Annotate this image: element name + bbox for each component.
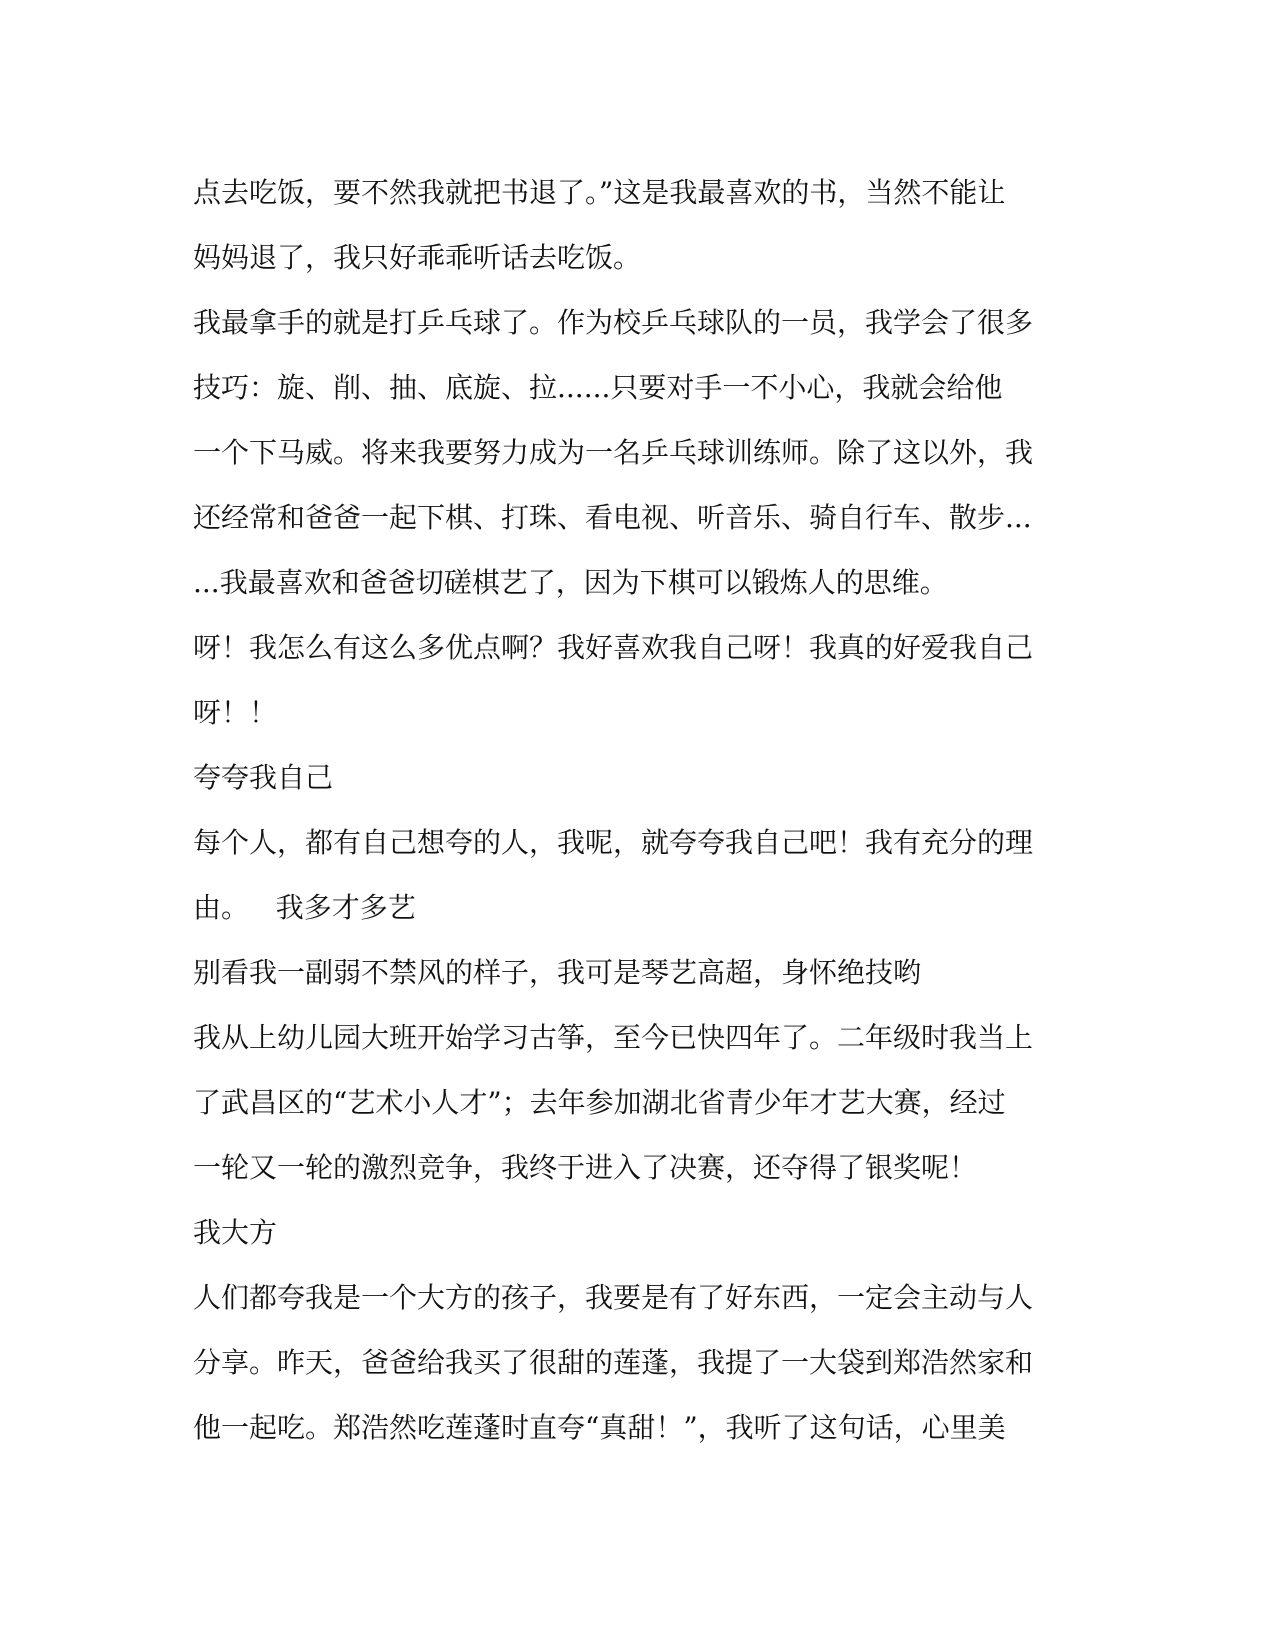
text-line-16: 一轮又一轮的激烈竞争，我终于进入了决赛，还夺得了银奖呢！	[193, 1151, 978, 1184]
text-line-1: 点去吃饭，要不然我就把书退了。”这是我最喜欢的书，当然不能让	[193, 176, 1006, 209]
text-line-20: 他一起吃。郑浩然吃莲蓬时直夸“真甜！”，我听了这句话，心里美	[193, 1411, 1006, 1444]
text-line-3: 我最拿手的就是打乒乓球了。作为校乒乓球队的一员，我学会了很多	[193, 306, 1034, 339]
text-line-12: 由。 我多才多艺	[193, 891, 416, 924]
text-line-13: 别看我一副弱不禁风的样子，我可是琴艺高超，身怀绝技哟	[193, 956, 922, 989]
text-line-2: 妈妈退了，我只好乖乖听话去吃饭。	[193, 241, 642, 274]
section-heading-2: 我大方	[193, 1216, 278, 1249]
text-line-15: 了武昌区的“艺术小人才”；去年参加湖北省青少年才艺大赛，经过	[193, 1086, 1006, 1119]
text-line-19: 分享。昨天，爸爸给我买了很甜的莲蓬，我提了一大袋到郑浩然家和	[193, 1346, 1034, 1379]
text-line-6: 还经常和爸爸一起下棋、打珠、看电视、听音乐、骑自行车、散步...	[193, 501, 1032, 534]
text-line-5: 一个下马威。将来我要努力成为一名乒乓球训练师。除了这以外，我	[193, 436, 1034, 469]
text-line-7: ...我最喜欢和爸爸切磋棋艺了，因为下棋可以锻炼人的思维。	[193, 566, 948, 599]
text-line-8: 呀！我怎么有这么多优点啊？我好喜欢我自己呀！我真的好爱我自己	[193, 631, 1034, 664]
text-line-18: 人们都夸我是一个大方的孩子，我要是有了好东西，一定会主动与人	[193, 1281, 1034, 1314]
text-line-9: 呀！！	[193, 696, 278, 729]
text-line-4: 技巧：旋、削、抽、底旋、拉......只要对手一不小心，我就会给他	[193, 371, 1003, 404]
text-line-11: 每个人，都有自己想夸的人，我呢，就夸夸我自己吧！我有充分的理	[193, 826, 1034, 859]
document-body	[193, 160, 1083, 1460]
section-heading-1: 夸夸我自己	[193, 761, 334, 794]
text-line-14: 我从上幼儿园大班开始学习古筝，至今已快四年了。二年级时我当上	[193, 1021, 1034, 1054]
